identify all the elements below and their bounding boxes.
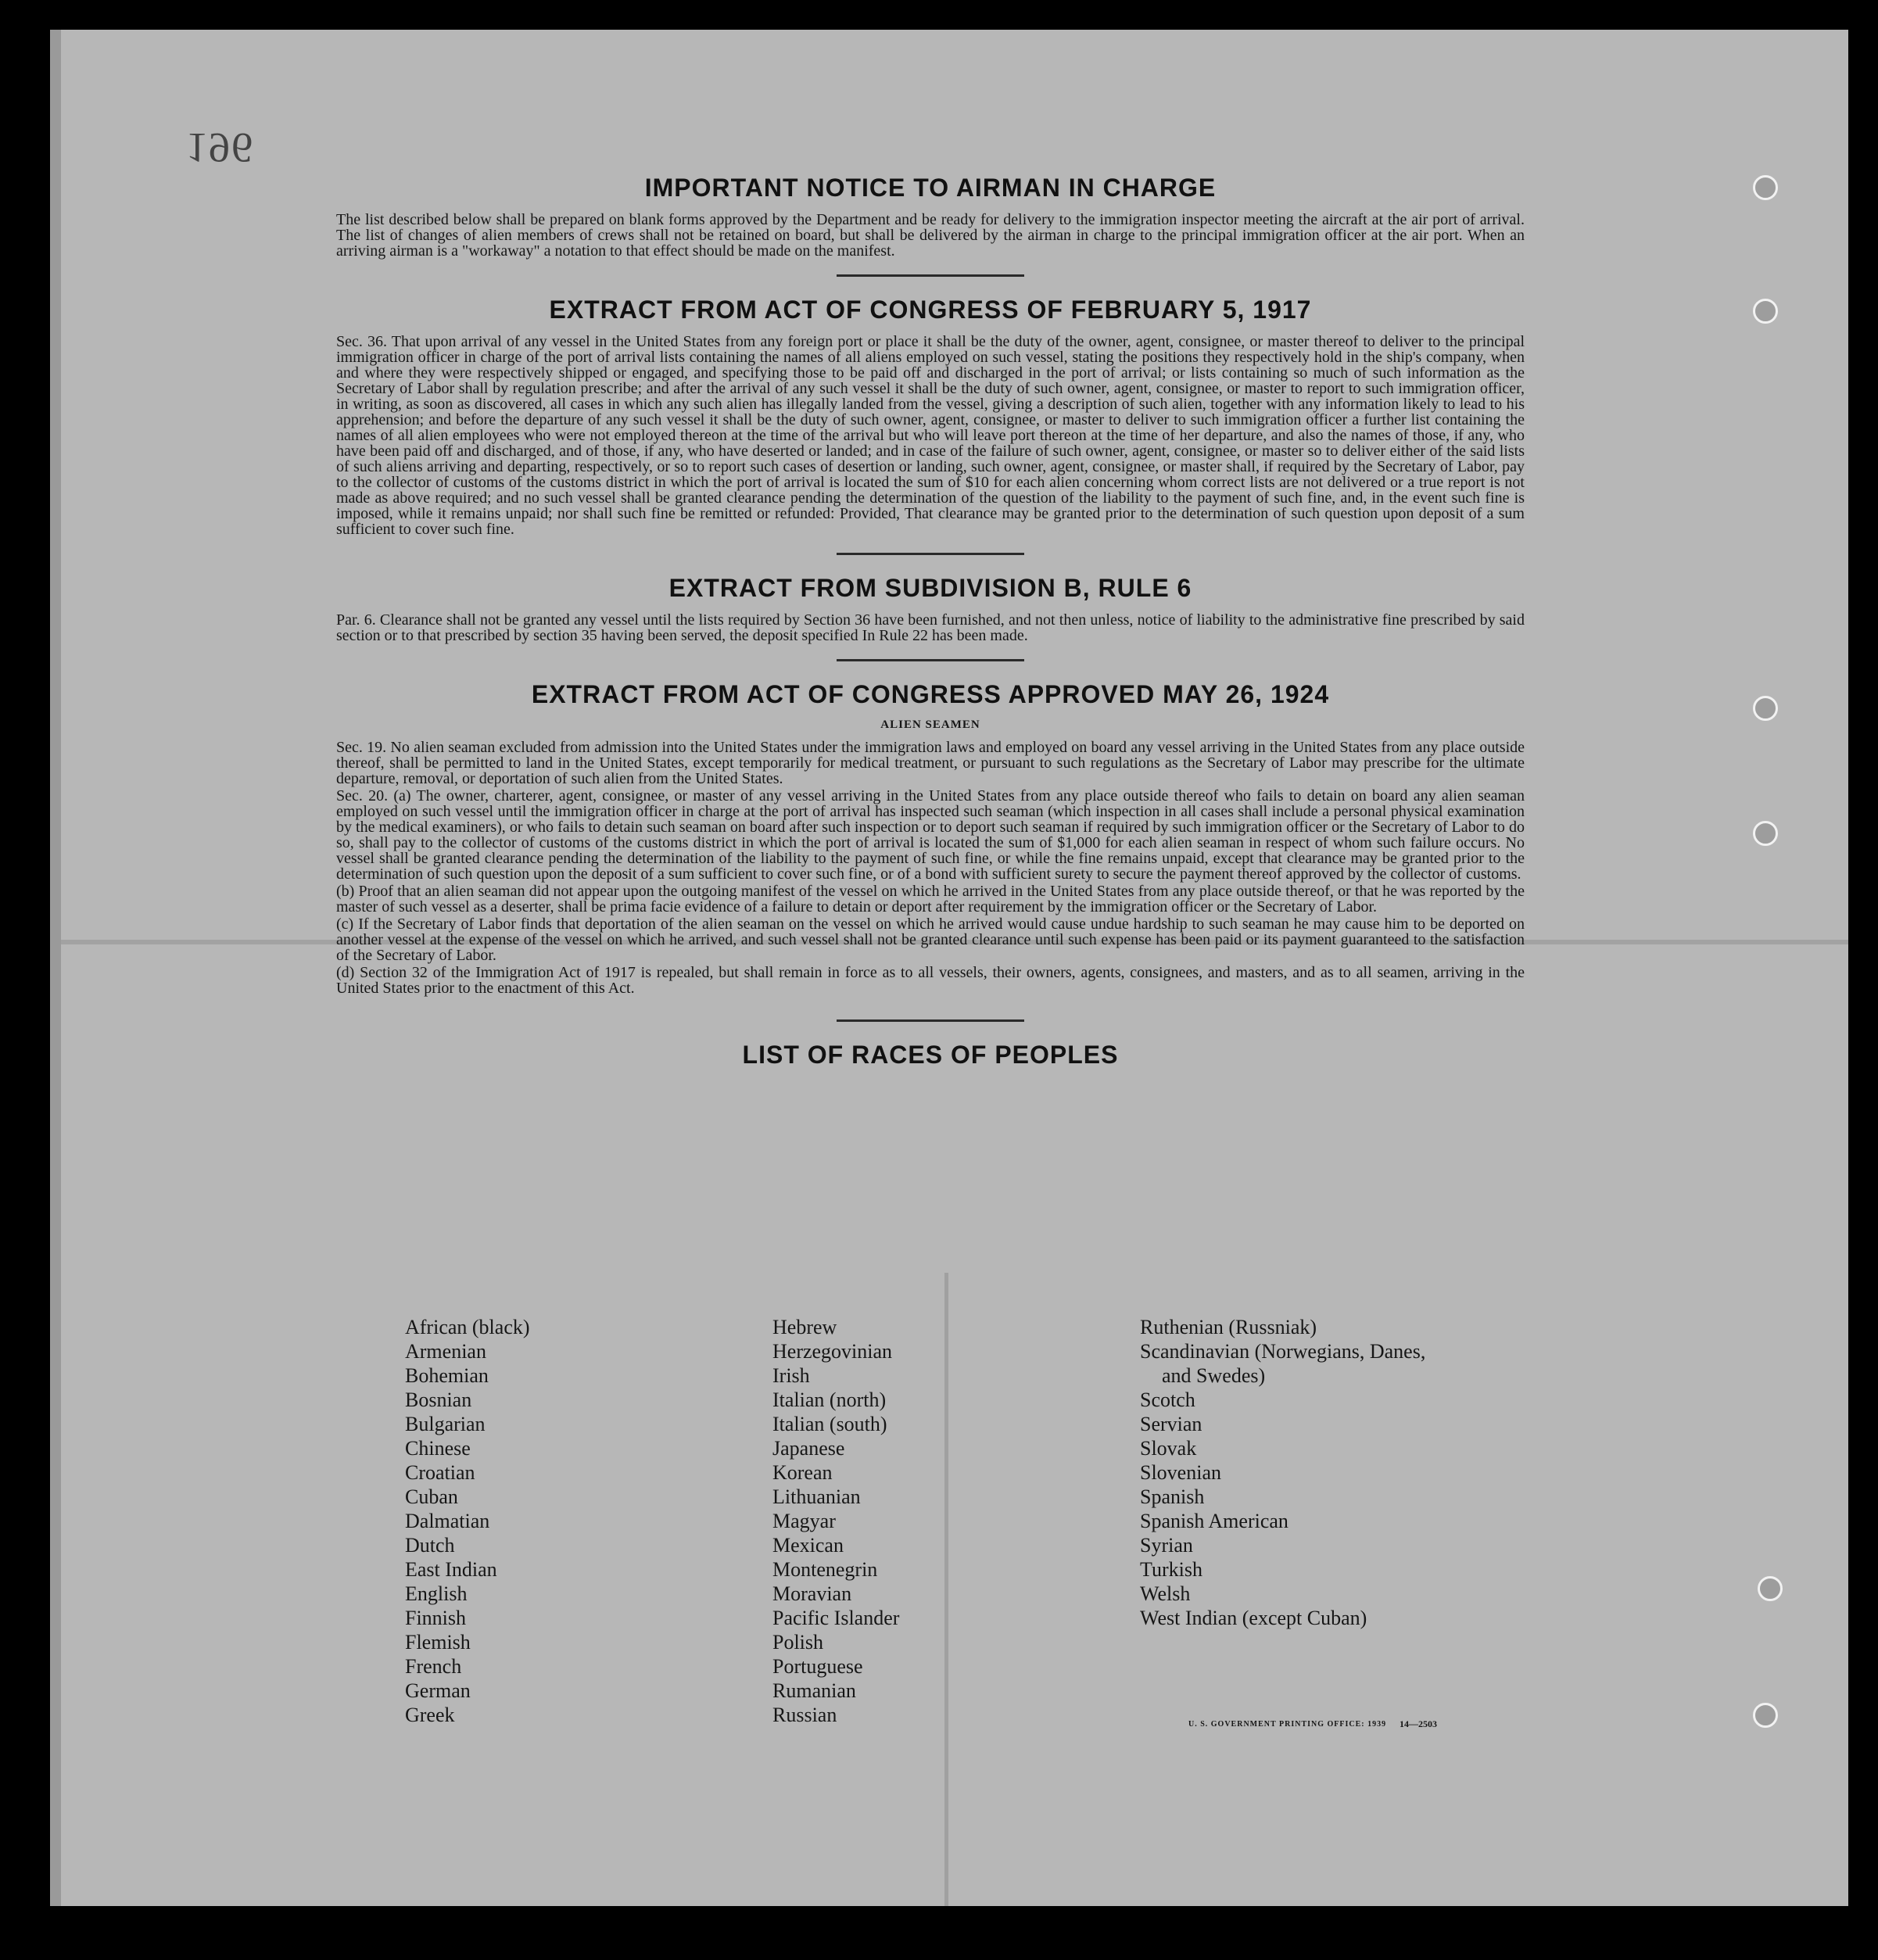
act-1924-section [336, 680, 1525, 996]
race-item: Cuban [405, 1485, 458, 1508]
race-item: Bohemian [405, 1364, 489, 1387]
race-item: Scotch [1140, 1388, 1195, 1411]
alien-seamen-subtitle: ALIEN SEAMEN [880, 718, 980, 731]
race-item: Chinese [405, 1437, 471, 1460]
notice-content [336, 141, 1525, 1079]
race-item: German [405, 1679, 471, 1702]
notice-title: IMPORTANT NOTICE TO AIRMAN IN CHARGE [644, 174, 1217, 202]
races-title: LIST OF RACES OF PEOPLES [742, 1041, 1119, 1069]
punch-hole-icon [1753, 821, 1778, 846]
race-item: Spanish [1140, 1485, 1205, 1508]
race-item: Montenegrin [772, 1558, 878, 1581]
race-item: Croatian [405, 1461, 475, 1484]
punch-hole-icon [1753, 299, 1778, 324]
race-item: Pacific Islander [772, 1607, 900, 1629]
race-item: Servian [1140, 1413, 1202, 1435]
race-item: Herzegovinian [772, 1340, 893, 1363]
race-item: Scandinavian (Norwegians, Danes, [1140, 1340, 1426, 1363]
race-item: Polish [772, 1631, 824, 1654]
sec-20a-text: Sec. 20. (a) The owner, charterer, agent, consignee, or master of any vessel arriving in the United States from any place outside thereof who fails to detain on board any alien seaman employed on such vessel until the immigration officer in charge at the port of arrival has inspected such seaman (which inspection in all cases shall include a personal physical examination by the medical examiners), or who fails to detain such seaman on board after such inspection or to deport such seaman if required by such immigration officer or the Secretary of Labor to do so, shall pay to the collector of customs of the customs district in which the port of arrival is located the sum of $1,000 for each alien seaman in respect of whom such failure occurs. No vessel shall be granted clearance pending the determination of the liability to the payment of such fine, or while the fine remains unpaid, except that clearance may be granted prior to the determination of such question upon the deposit of a sum sufficient to cover such fine, or of a bond with sufficient surety to secure the payment thereof approved by the collector of customs. [336, 787, 1525, 883]
section-divider [837, 553, 1024, 555]
race-item: Russian [772, 1704, 837, 1726]
races-column-1 [405, 1315, 772, 1727]
race-item: Italian (north) [772, 1388, 887, 1411]
punch-hole-icon [1753, 175, 1778, 200]
race-item: Mexican [772, 1534, 844, 1557]
sec-20d-text: (d) Section 32 of the Immigration Act of 1917 is repealed, but shall remain in force as to all vessels, their owners, agents, consignees, and masters, and as to all seamen, arriving in the United States prior to the enactment of this Act. [336, 964, 1525, 997]
sec-19-text: Sec. 19. No alien seaman excluded from admission into the United States under the immigration laws and employed on board any vessel arriving in the United States from any place outside thereof, shall be permitted to land in the United States, except temporarily for medical treatment, or pursuant to such regulations as the Secretary of Labor may prescribe for the ultimate departure, removal, or deportation of such alien from the United States. [336, 739, 1525, 787]
race-item: Flemish [405, 1631, 471, 1654]
rule-6-body: Par. 6. Clearance shall not be granted any vessel until the lists required by Section 36 have been furnished, and not then unless, notice of liability to the administrative fine prescribed by said section or to that prescribed by section 35 having been served, the deposit specified In Rule 22 has been made. [336, 611, 1525, 644]
race-item: Magyar [772, 1510, 836, 1532]
race-item: Irish [772, 1364, 810, 1387]
section-divider [837, 1019, 1024, 1022]
act-1917-section [336, 296, 1525, 537]
race-item: Bosnian [405, 1388, 472, 1411]
race-item: Italian (south) [772, 1413, 887, 1435]
race-item: Rumanian [772, 1679, 856, 1702]
section-divider [837, 659, 1024, 661]
rule-6-title: EXTRACT FROM SUBDIVISION B, RULE 6 [668, 574, 1192, 602]
race-item: Dalmatian [405, 1510, 490, 1532]
race-item: English [405, 1582, 468, 1605]
punch-hole-icon [1758, 1576, 1783, 1601]
race-item: Spanish American [1140, 1510, 1288, 1532]
race-item: Turkish [1140, 1558, 1202, 1581]
punch-hole-icon [1753, 1703, 1778, 1728]
race-item: East Indian [405, 1558, 497, 1581]
race-item: African (black) [405, 1316, 530, 1338]
section-divider [837, 274, 1024, 277]
notice-body: The list described below shall be prepared on blank forms approved by the Department and be ready for delivery to the immigration inspector meeting the aircraft at the air port of arrival. The list of changes of alien members of crews shall not be retained on board, but shall be delivered by the airman in charge to the principal immigration officer at the air port. When an arriving airman is a "workaway" a notation to that effect should be made on the manifest. [336, 211, 1525, 260]
races-column-3 [1140, 1315, 1500, 1727]
race-item: Korean [772, 1461, 833, 1484]
race-item: Armenian [405, 1340, 486, 1363]
race-item: Japanese [772, 1437, 845, 1460]
races-column-2 [772, 1315, 1140, 1727]
act-1924-title: EXTRACT FROM ACT OF CONGRESS APPROVED MAY 26, 1924 [531, 680, 1330, 708]
race-item: Lithuanian [772, 1485, 861, 1508]
race-item: French [405, 1655, 462, 1678]
notice-section [336, 174, 1525, 259]
race-item: Portuguese [772, 1655, 863, 1678]
race-item: West Indian (except Cuban) [1140, 1607, 1367, 1629]
sec-20c-text: (c) If the Secretary of Labor finds that deportation of the alien seaman on the vessel on which he arrived would cause undue hardship to such seaman he may cause him to be deported on another vessel at the expense of the vessel on which he arrived, and such vessel shall not be granted clearance until such expense has been paid or its payment guaranteed to the satisfaction of the Secretary of Labor. [336, 916, 1525, 964]
race-item: Greek [405, 1704, 455, 1726]
race-item: and Swedes) [1162, 1364, 1266, 1387]
form-number: 14—2503 [1400, 1718, 1437, 1729]
page-number: 196 [186, 124, 254, 171]
rule-6-section [336, 574, 1525, 643]
race-item: Ruthenian (Russniak) [1140, 1316, 1317, 1338]
act-1917-title: EXTRACT FROM ACT OF CONGRESS OF FEBRUARY 5, 1917 [549, 296, 1312, 324]
race-item: Slovenian [1140, 1461, 1221, 1484]
punch-hole-icon [1753, 696, 1778, 721]
race-item: Bulgarian [405, 1413, 486, 1435]
race-item: Hebrew [772, 1316, 837, 1338]
sec-20b-text: (b) Proof that an alien seaman did not appear upon the outgoing manifest of the vessel on which he arrived in the United States from any place outside thereof, or that he was reported by the master of such vessel as a deserter, shall be prima facie evidence of a failure to detain or deport after requirement by the immigration officer or the Secretary of Labor. [336, 883, 1525, 916]
race-item: Finnish [405, 1607, 467, 1629]
race-item: Moravian [772, 1582, 852, 1605]
printer-imprint: U. S. GOVERNMENT PRINTING OFFICE: 1939 [1188, 1720, 1387, 1729]
race-item: Syrian [1140, 1534, 1193, 1557]
races-list [405, 1315, 1500, 1727]
act-1917-body: Sec. 36. That upon arrival of any vessel in the United States from any foreign port or place it shall be the duty of the owner, agent, consignee, or master thereof to deliver to the principal immigration officer in charge of the port of arrival lists containing the names of all aliens employed on such vessel, stating the positions they respectively hold in the ship's company, when and where they were respectively shipped or engaged, and specifying those to be paid off and discharged in the port of arrival; or lists containing so much of such information as the Secretary of Labor shall by regulation prescribe; and after the arrival of any such vessel it shall be the duty of such owner, agent, consignee, or master to report to such immigration officer, in writing, as soon as discovered, all cases in which any such alien has illegally landed from the vessel, giving a description of such alien, together with any information likely to lead to his apprehension; and before the departure of any such vessel it shall be the duty of such owner, agent, consignee, or master to deliver to such immigration officer a further list containing the names of all alien employees who were not employed thereon at the time of the arrival but who will leave port thereon at the time of her departure, and also the names of those, if any, who have been paid off and discharged, and of those, if any, who have deserted or landed; and in case of the failure of such owner, agent, consignee, or master so to deliver either of the said lists of such aliens arriving and departing, respectively, or so to report such cases of desertion or landing, such owner, agent, consignee, or master shall, if required by the Secretary of Labor, pay to the collector of customs of the customs district in which the port of arrival is located the sum of $10 for each alien concerning whom correct lists are not delivered or a true report is not made as above required; and no such vessel shall be granted clearance pending the determination of the question of the liability to the payment of such fine, and, in the event such fine is imposed, while it remains unpaid; nor shall such fine be remitted or refunded: Provided, That clearance may be granted prior to the determination of such question upon deposit of a sum sufficient to cover such fine. [336, 333, 1525, 538]
race-item: Welsh [1140, 1582, 1191, 1605]
race-item: Dutch [405, 1534, 455, 1557]
race-item: Slovak [1140, 1437, 1197, 1460]
